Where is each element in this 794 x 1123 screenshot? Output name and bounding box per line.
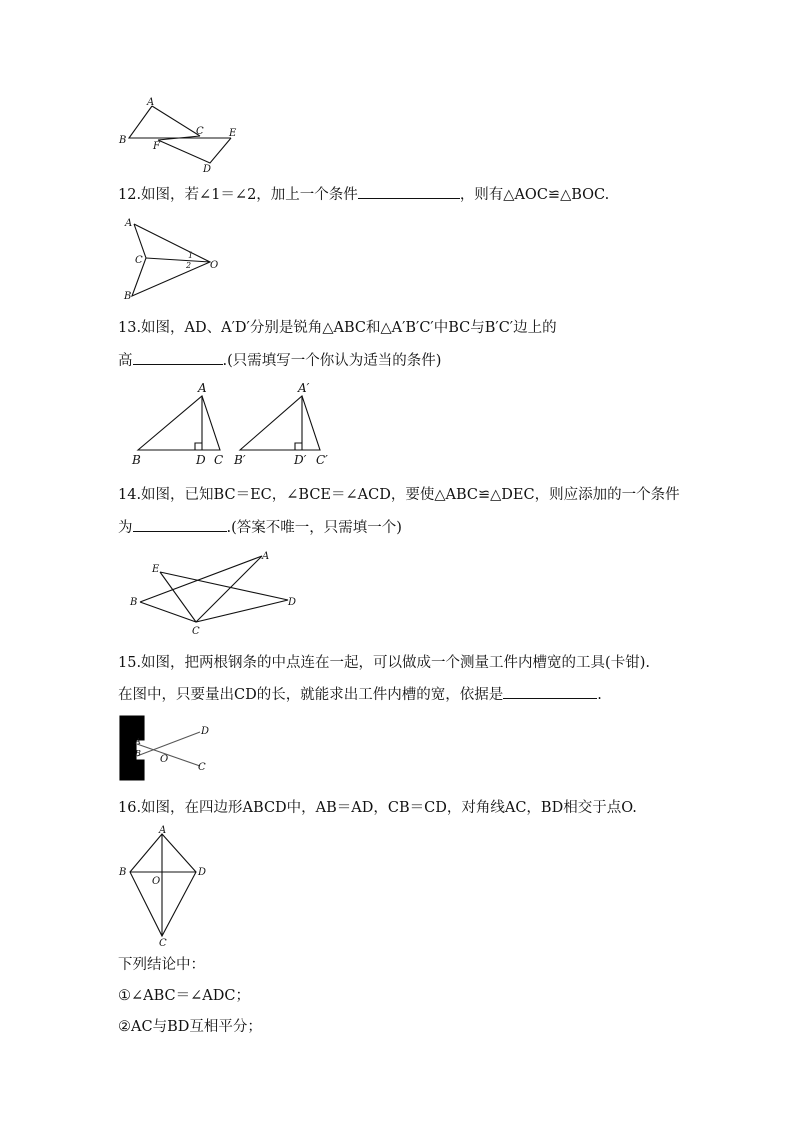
- question-13-line2: [118, 350, 441, 371]
- label-E: E: [152, 564, 160, 575]
- label-angle-2: 2: [186, 261, 192, 270]
- answer-blank-12[interactable]: [358, 184, 460, 199]
- answer-blank-14[interactable]: [133, 517, 227, 532]
- question-13-text: 高: [118, 353, 133, 369]
- figure-14: [118, 548, 308, 640]
- question-12-text-end: ，则有△AOC≌△BOC.: [459, 187, 610, 203]
- question-14-line2: [118, 517, 402, 538]
- quadrilateral-ABCD: [130, 834, 196, 936]
- question-13-text: 13.如图，AD、A′D′分别是锐角△ABC和△A′B′C′中BC与B′C′边上的: [118, 320, 557, 336]
- question-15-line1: [118, 653, 650, 673]
- figure-line: [160, 572, 288, 622]
- figure-15: [118, 714, 218, 782]
- label-O: O: [160, 754, 169, 765]
- question-12: [118, 184, 609, 205]
- question-16-text: 16.如图，在四边形ABCD中，AB＝AD，CB＝CD，对角线AC，BD相交于点O.: [118, 800, 637, 816]
- label-B: B: [124, 291, 132, 302]
- label-B: B: [135, 749, 141, 758]
- label-A: A: [198, 381, 207, 395]
- figure-line: [158, 138, 231, 163]
- caliper-bar: [137, 732, 200, 756]
- label-C: C: [214, 453, 224, 467]
- conclusion-1-text: ①∠ABC＝∠ADC；: [118, 988, 250, 1004]
- workpiece-groove: [120, 716, 144, 780]
- figure-16: [118, 824, 218, 948]
- label-C: C: [198, 762, 206, 773]
- conclusion-2: [118, 1017, 262, 1037]
- label-A: A: [147, 97, 155, 108]
- figure-line: [152, 106, 200, 136]
- label-A: A: [159, 825, 167, 836]
- question-14-text-end: .(答案不唯一，只需填一个): [226, 520, 402, 536]
- label-D: D: [288, 597, 297, 608]
- triangle-A2B2C2: [240, 396, 320, 450]
- answer-blank-15[interactable]: [503, 684, 597, 699]
- question-16-line1: [118, 798, 637, 818]
- question-15-text: 15.如图，把两根钢条的中点连在一起，可以做成一个测量工件内槽宽的工具(卡钳).: [118, 655, 650, 671]
- question-13-text-end: .(只需填写一个你认为适当的条件): [222, 353, 442, 369]
- label-E: E: [229, 128, 237, 139]
- label-C: C: [159, 938, 167, 949]
- label-C: C: [135, 255, 143, 266]
- figure-12: [118, 214, 228, 304]
- label-C: C: [196, 126, 204, 137]
- label-D: D: [203, 164, 212, 175]
- label-F: F: [153, 141, 160, 152]
- label-D: D: [196, 453, 206, 467]
- conclusion-1: [118, 986, 250, 1006]
- question-14-text: 为: [118, 520, 133, 536]
- label-D: D: [198, 867, 207, 878]
- right-angle-mark: [195, 443, 202, 450]
- question-15-text-end: .: [597, 687, 602, 703]
- label-A: A: [135, 737, 141, 746]
- label-O: O: [210, 260, 219, 271]
- conclusion-2-text: ②AC与BD互相平分；: [118, 1019, 262, 1035]
- label-D: D: [201, 726, 210, 737]
- label-A: A: [262, 551, 270, 562]
- conclusions-heading-text: 下列结论中：: [118, 957, 205, 973]
- question-14-text: 14.如图，已知BC＝EC，∠BCE＝∠ACD，要使△ABC≌△DEC，则应添加的一个条件: [118, 487, 680, 503]
- triangle-ABC: [138, 396, 220, 450]
- label-B: B: [119, 867, 127, 878]
- question-14-line1: [118, 485, 680, 505]
- label-B-prime: B′: [234, 453, 246, 467]
- figure-top: [118, 96, 248, 176]
- figure-line: [146, 258, 210, 262]
- question-13-line1: [118, 318, 557, 338]
- label-C: C: [192, 626, 200, 637]
- question-15-line2: [118, 684, 602, 705]
- label-B: B: [130, 597, 138, 608]
- question-15-text: 在图中，只要量出CD的长，就能求出工件内槽的宽，依据是: [118, 687, 504, 703]
- label-B: B: [132, 453, 141, 467]
- right-angle-mark: [295, 443, 302, 450]
- label-B: B: [119, 135, 127, 146]
- label-A-prime: A′: [298, 381, 310, 395]
- conclusions-heading: [118, 955, 205, 975]
- label-O: O: [152, 876, 161, 887]
- figure-line: [129, 106, 231, 138]
- label-D-prime: D′: [294, 453, 307, 467]
- question-12-text: 12.如图，若∠1＝∠2，加上一个条件: [118, 187, 358, 203]
- label-A: A: [125, 218, 133, 229]
- label-C-prime: C′: [316, 453, 328, 467]
- answer-blank-13[interactable]: [133, 350, 223, 365]
- caliper-bar: [137, 744, 200, 766]
- label-angle-1: 1: [188, 251, 194, 260]
- figure-13: [118, 378, 348, 470]
